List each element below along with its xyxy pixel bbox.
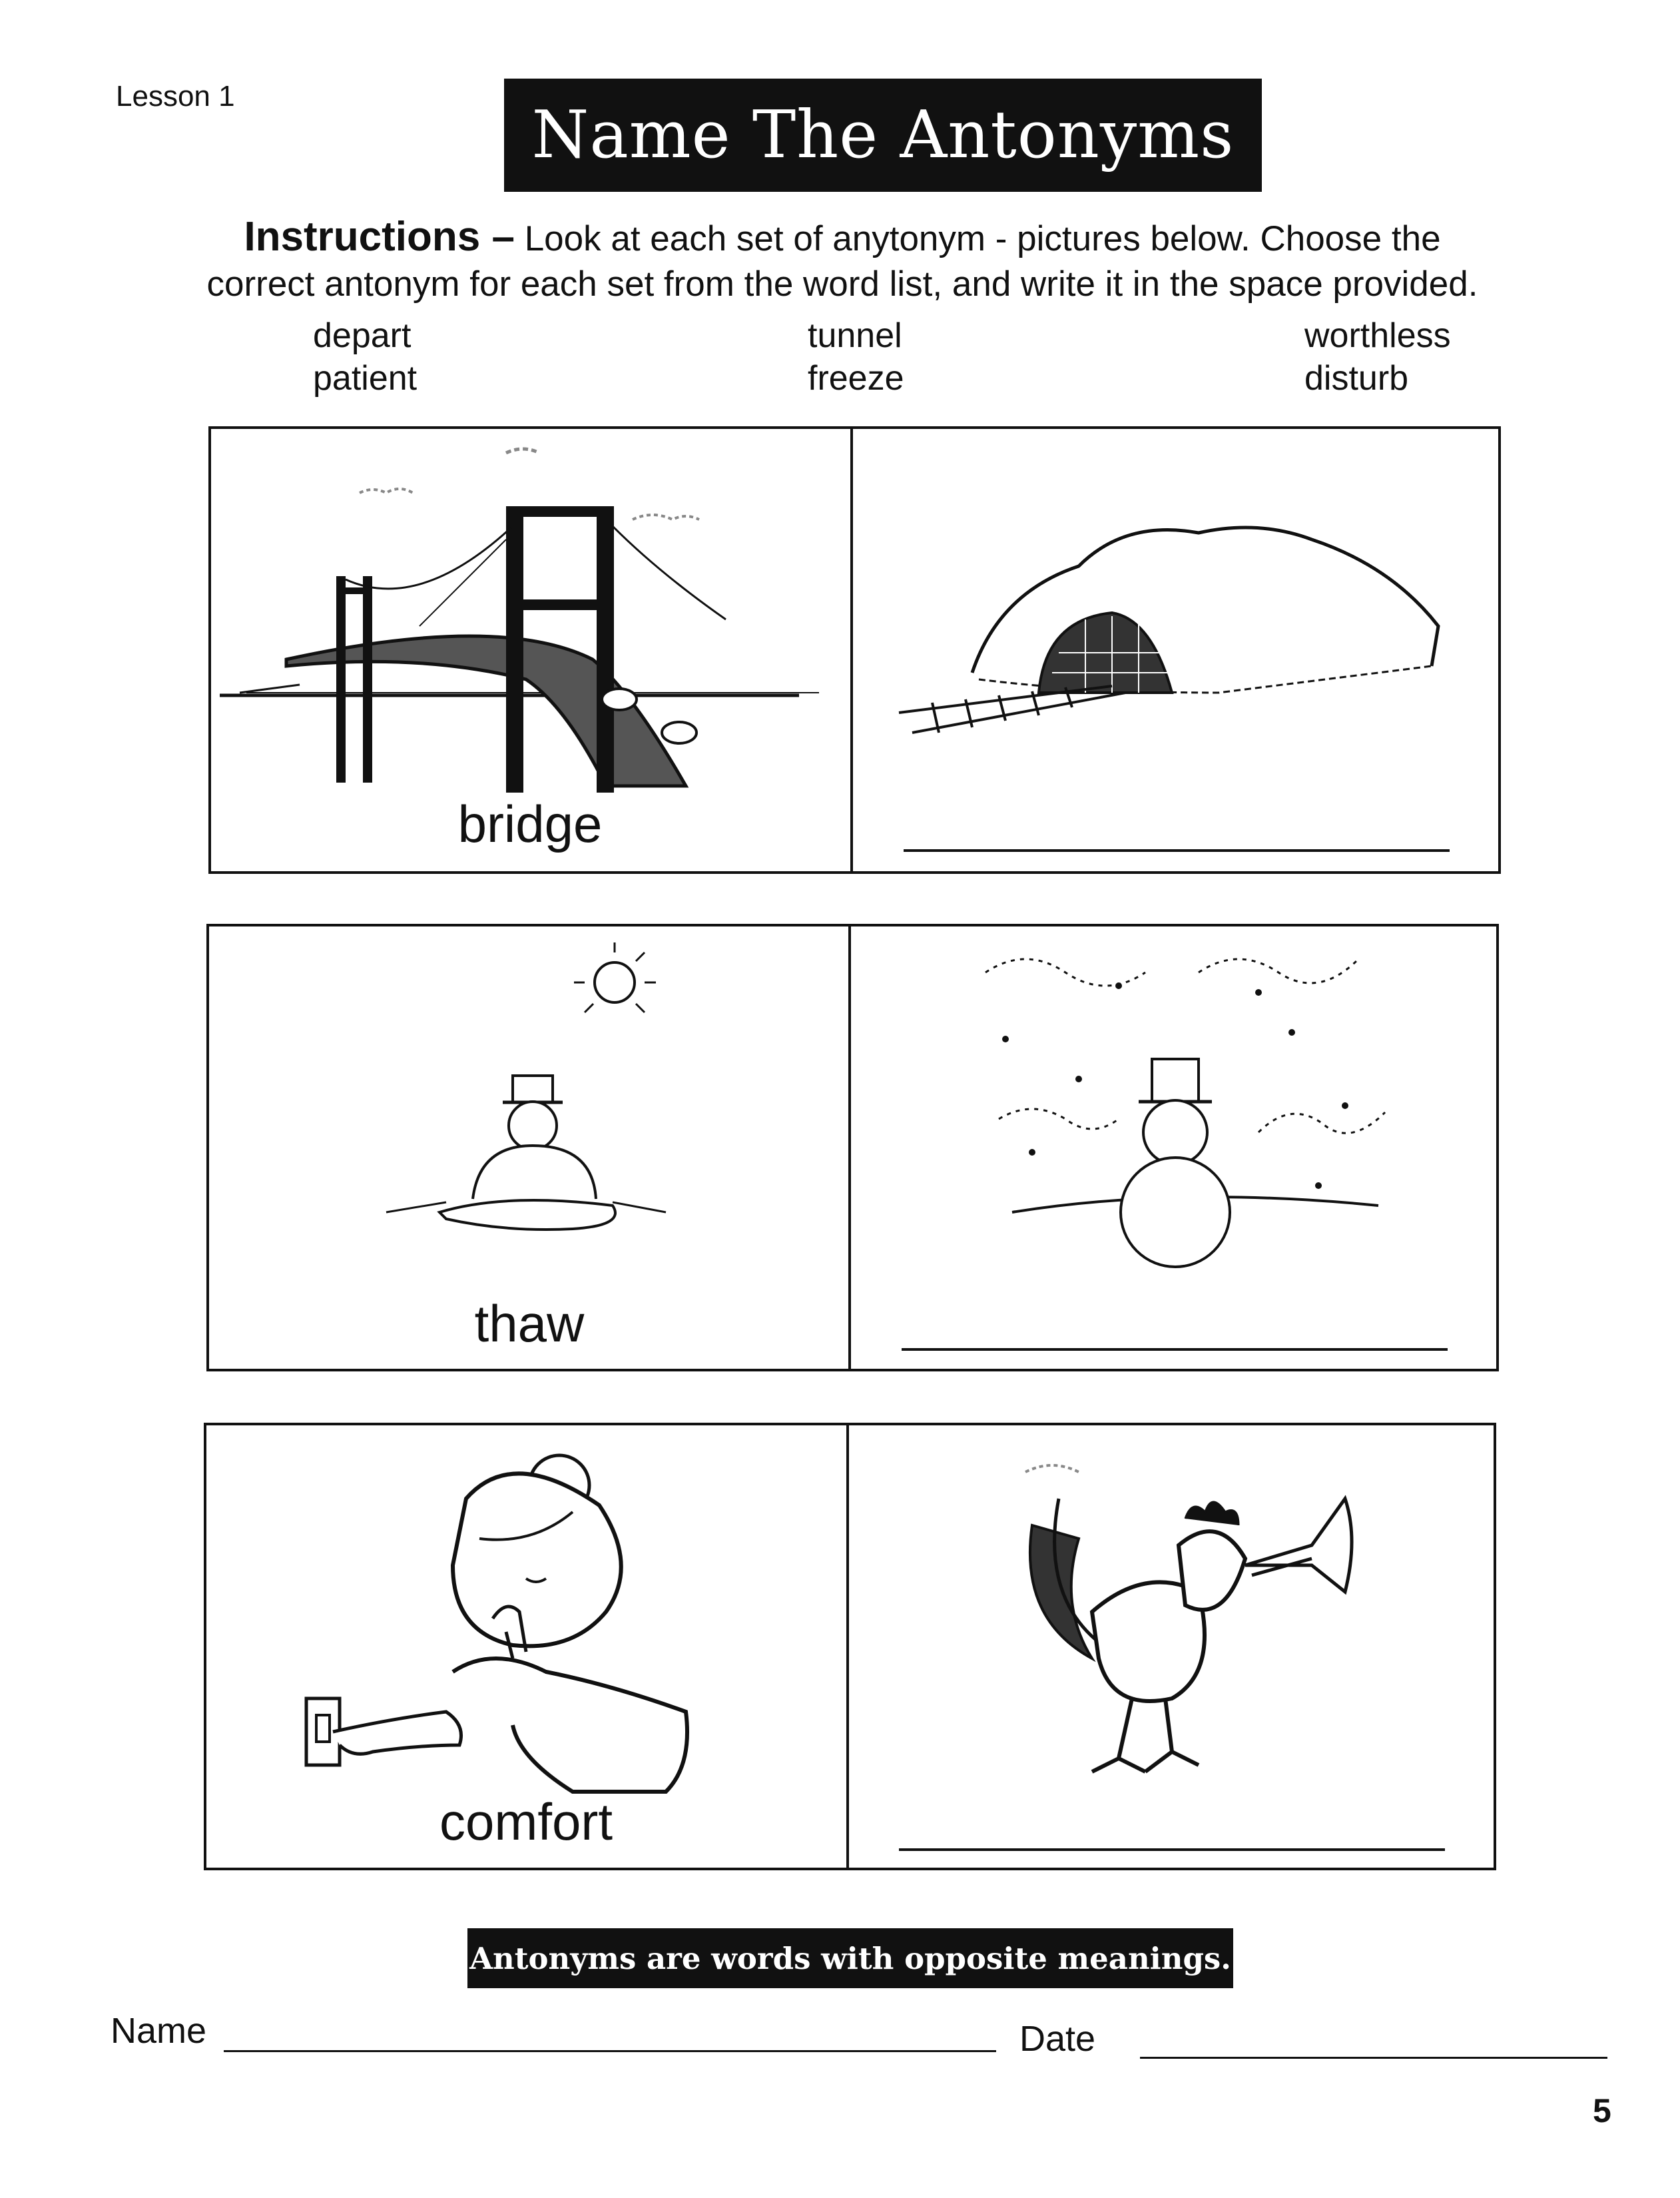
answer-blank-2[interactable] <box>902 1348 1448 1351</box>
given-word-2: thaw <box>474 1294 585 1353</box>
page-number: 5 <box>1593 2092 1611 2129</box>
instructions-label: Instructions – <box>244 214 515 260</box>
tunnel-icon <box>886 493 1485 759</box>
given-word-1: bridge <box>457 795 603 853</box>
answer-blank-3[interactable] <box>899 1848 1445 1851</box>
instructions <box>100 214 1585 307</box>
instructions-line-2: correct antonym for each set from the word list, and write it in the space provided. <box>206 264 1478 304</box>
snowman-in-snow-icon <box>946 932 1412 1305</box>
panel-divider <box>848 924 851 1371</box>
name-label: Name <box>111 2011 207 2051</box>
date-field[interactable] <box>1140 2057 1607 2059</box>
word-list-item: patient <box>313 359 418 398</box>
word-list-item: disturb <box>1304 359 1409 398</box>
bridge-icon <box>220 440 846 799</box>
name-field[interactable] <box>224 2050 996 2052</box>
definition-banner <box>467 1928 1233 1988</box>
lesson-label: Lesson 1 <box>116 80 235 113</box>
page-title: Name The Antonyms <box>531 97 1235 173</box>
melting-snowman-icon <box>373 932 746 1305</box>
girl-shushing-icon <box>293 1432 719 1805</box>
panel-divider <box>850 426 853 874</box>
word-list-item: depart <box>313 316 412 355</box>
title-banner <box>504 79 1262 192</box>
word-list-item: tunnel <box>808 316 902 355</box>
instructions-line-1: Look at each set of anytonym - pictures below. Choose the <box>524 219 1441 258</box>
answer-blank-1[interactable] <box>904 849 1450 852</box>
word-list-item: freeze <box>808 359 904 398</box>
given-word-3: comfort <box>439 1792 613 1851</box>
definition-text: Antonyms are words with opposite meanings. <box>469 1940 1231 1976</box>
date-label: Date <box>1019 2019 1096 2059</box>
panel-divider <box>846 1423 849 1870</box>
word-list-item: worthless <box>1304 316 1451 355</box>
rooster-trumpet-icon <box>999 1459 1372 1805</box>
